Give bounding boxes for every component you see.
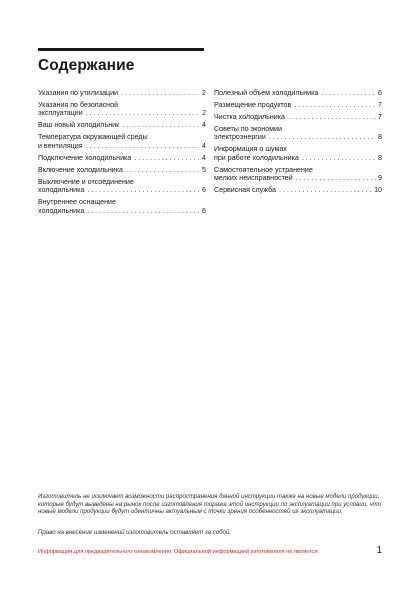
toc-page-number: 8	[378, 133, 382, 142]
toc-entry-line	[38, 198, 206, 206]
toc-page-number: 2	[202, 109, 206, 118]
toc-entry-text: Чистка холодильника	[214, 113, 285, 121]
toc-entry-line-last	[214, 101, 382, 109]
toc-entry-text: Ваш новый холодильник	[38, 121, 120, 130]
toc-entry	[38, 154, 206, 162]
toc-entry	[38, 178, 206, 195]
toc-entry	[214, 89, 382, 97]
toc-entry-text: Самостоятельное устранение	[214, 165, 313, 174]
toc-entry-text: Подключение холодильника	[38, 153, 132, 162]
toc-page-number: 6	[202, 206, 206, 215]
toc-entry-line-last	[38, 142, 206, 150]
toc-entry-line-last	[214, 113, 382, 121]
toc-entry-text: холодильника	[38, 206, 85, 215]
toc-entry	[214, 145, 382, 162]
toc-entry-line	[38, 101, 206, 109]
toc-entry-text: Внутреннее оснащение	[38, 198, 116, 207]
toc-page-number: 8	[378, 153, 382, 162]
title-rule	[38, 48, 204, 51]
toc-entry	[38, 89, 206, 97]
toc-page-number: 5	[202, 165, 206, 174]
toc-entry-text: эксплуатации	[38, 109, 83, 118]
toc-page-number: 7	[378, 101, 382, 109]
toc-entry-text: Размещение продуктов	[214, 101, 292, 109]
toc-entry-text: Полезный объем холодильника	[214, 89, 319, 97]
toc-entry-line	[38, 133, 206, 141]
toc-page-number: 4	[202, 141, 206, 150]
toc-entry-text: Информация о шумах	[214, 145, 287, 154]
toc-leader-dots	[86, 109, 200, 117]
toc-page-number: 4	[202, 121, 206, 130]
toc-leader-dots	[321, 89, 376, 97]
toc-entry-line-last	[38, 154, 206, 162]
toc-entry-line-last	[214, 186, 382, 194]
toc-page-number: 2	[202, 89, 206, 97]
toc-leader-dots	[121, 89, 200, 97]
toc-leader-dots	[296, 174, 376, 182]
toc-page-number: 10	[374, 186, 382, 195]
toc-leader-dots	[269, 133, 376, 141]
toc-leader-dots	[126, 166, 200, 174]
toc-entry	[38, 121, 206, 129]
toc-entry-line	[38, 178, 206, 186]
toc-entry	[38, 166, 206, 174]
toc-entry-line	[214, 166, 382, 174]
toc-entry-text: холодильника	[38, 186, 85, 195]
page-title: Содержание	[38, 57, 135, 74]
toc-entry	[214, 166, 382, 183]
toc-entry-text: Указания по утилизации	[38, 89, 119, 97]
toc-entry-line-last	[214, 89, 382, 97]
toc-entry-line-last	[38, 207, 206, 215]
toc-entry-text: при работе холодильника	[214, 153, 299, 162]
toc-page-number: 9	[378, 174, 382, 183]
toc-entry	[214, 186, 382, 194]
toc-entry	[214, 125, 382, 142]
toc-leader-dots	[86, 142, 201, 150]
toc-entry-line-last	[214, 174, 382, 182]
toc-entry	[38, 101, 206, 118]
toc-page-number: 4	[202, 153, 206, 162]
toc-leader-dots	[87, 186, 200, 194]
toc-entry	[38, 133, 206, 150]
preliminary-notice: Информация для предварительного ознакомления. Официальной информацией изготовителя не является.	[38, 549, 319, 555]
toc-entry	[214, 113, 382, 121]
toc-leader-dots	[302, 154, 376, 162]
toc-leader-dots	[134, 154, 200, 162]
page-number: 1	[376, 545, 382, 556]
toc-leader-dots	[288, 113, 376, 121]
toc-right-column	[214, 89, 382, 198]
toc-page-number: 6	[378, 89, 382, 97]
toc-entry-line-last	[38, 186, 206, 194]
toc-leader-dots	[122, 121, 200, 129]
toc-left-column	[38, 89, 206, 219]
toc-page-number: 6	[202, 186, 206, 195]
toc-leader-dots	[279, 186, 372, 194]
toc-entry-line	[214, 125, 382, 133]
toc-entry-text: и вентиляция	[38, 141, 83, 150]
toc-leader-dots	[87, 207, 200, 215]
toc-entry	[214, 101, 382, 109]
toc-entry-text: Указания по безопасной	[38, 101, 119, 109]
toc-entry-text: мелких неисправностей	[214, 174, 293, 183]
toc-entry-line-last	[38, 121, 206, 129]
toc-entry-text: Включение холодильника	[38, 165, 123, 174]
toc-entry-line	[214, 145, 382, 153]
toc-page-number: 7	[378, 113, 382, 121]
footnote-disclaimer: Изготовитель не исключает возможности распространения данной инструкции также на новые модели продукции, которые будут выведены на рынок после изготовления тиража этой инструкции по эксплуатации при условии, что новые модели продукции будут идентичны актуальным с точки зрения особенностей их эксплуатации.	[38, 493, 382, 516]
toc-leader-dots	[294, 101, 376, 109]
toc-entry-line-last	[38, 166, 206, 174]
toc-entry-line-last	[38, 89, 206, 97]
toc-entry-line-last	[214, 154, 382, 162]
toc-entry-line-last	[38, 109, 206, 117]
toc-entry-text: Температура окружающей среды	[38, 133, 148, 142]
toc-entry-line-last	[214, 133, 382, 141]
toc-entry-text: Выключение и отсоединение	[38, 177, 134, 186]
toc-entry	[38, 198, 206, 215]
toc-entry-text: электроэнергии	[214, 133, 266, 142]
toc-entry-text: Сервисная служба	[214, 186, 276, 195]
toc-entry-text: Советы по экономии	[214, 125, 282, 133]
rights-notice: Право на внесение изменений изготовитель оставляет за собой.	[38, 529, 232, 536]
